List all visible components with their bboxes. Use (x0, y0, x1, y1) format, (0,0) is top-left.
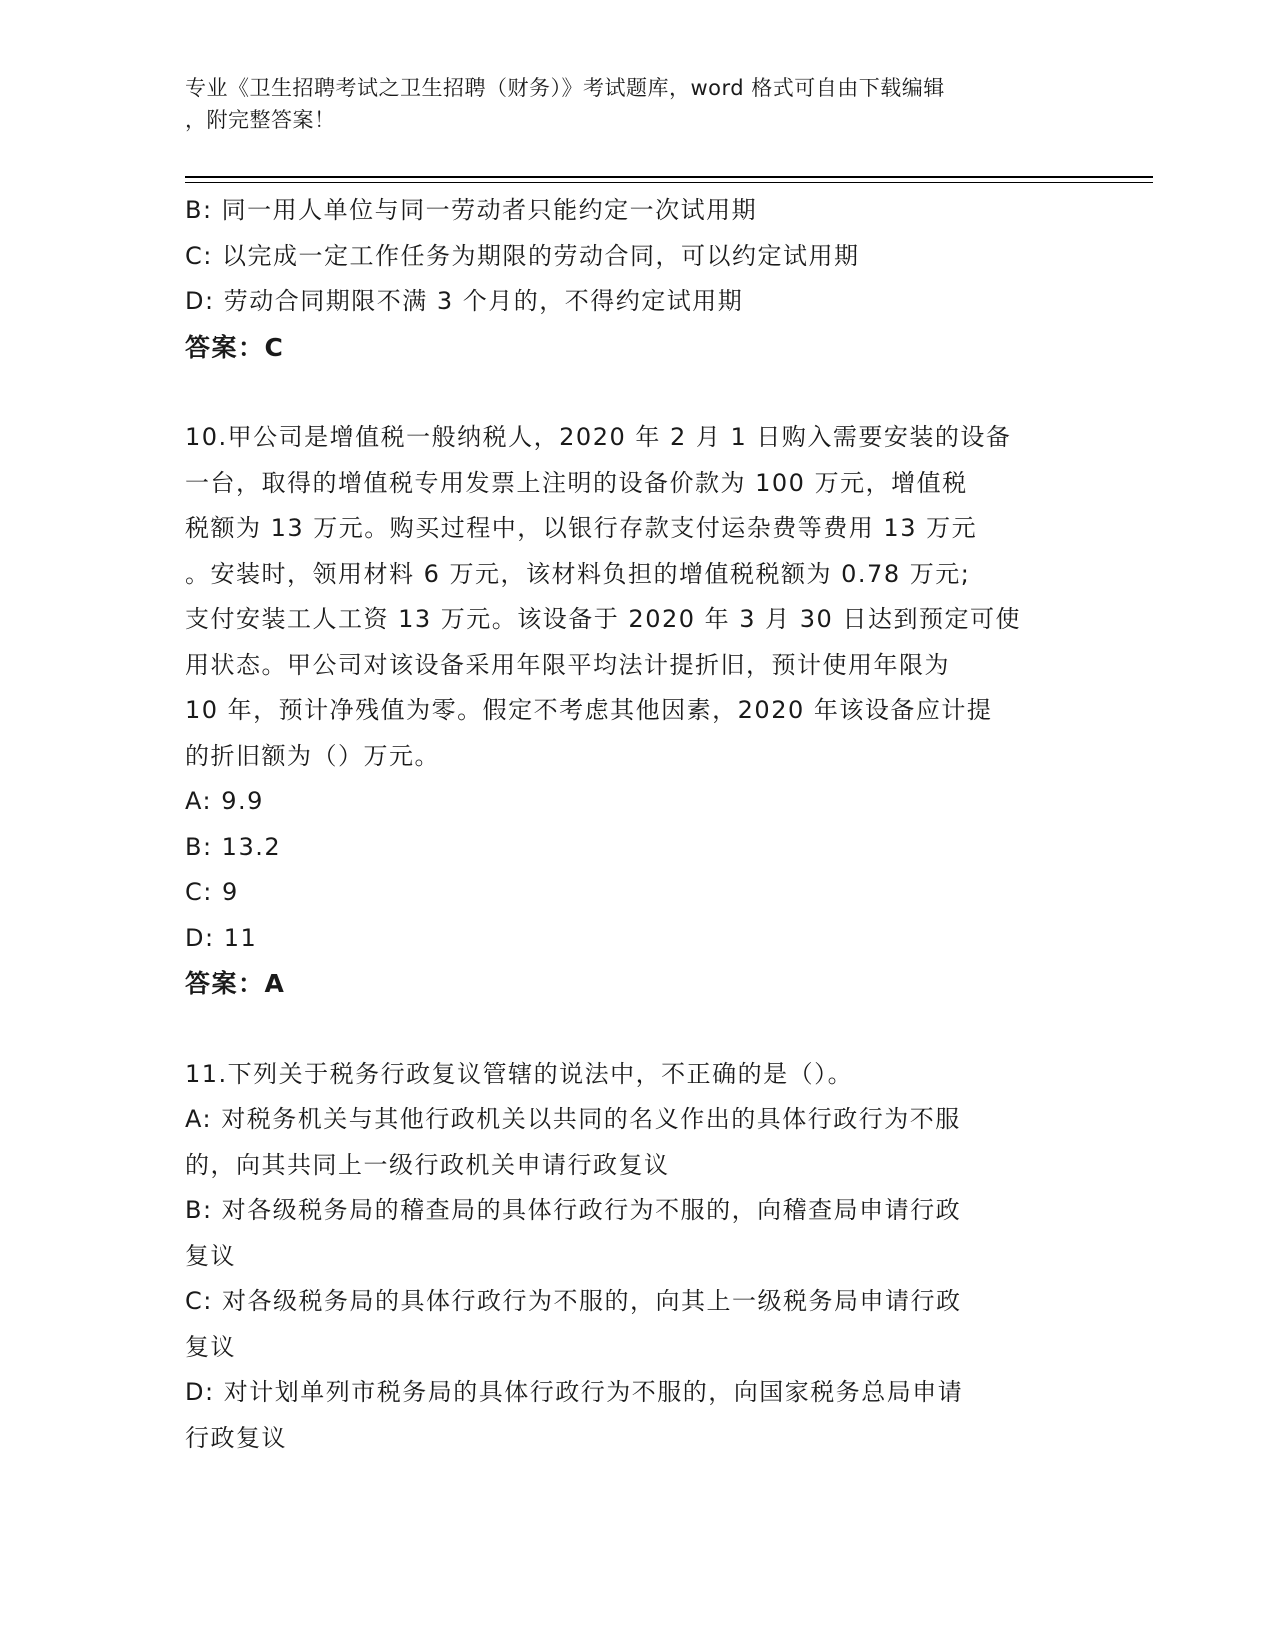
q10-stem-line: 税额为 13 万元。购买过程中，以银行存款支付运杂费等费用 13 万元 (185, 514, 978, 542)
header-divider-thick (185, 176, 1153, 178)
q10-stem-line: 。安装时，领用材料 6 万元，该材料负担的增值税税额为 0.78 万元; (185, 559, 971, 588)
q10-stem-line: 的折旧额为（）万元。 (185, 741, 440, 770)
document-body (185, 188, 1085, 1461)
q11-option-d-line: 行政复议 (185, 1423, 287, 1452)
q10-answer: 答案：A (185, 969, 286, 998)
q10-option-a: A: 9.9 (185, 787, 264, 815)
q11-option-c-line: C: 对各级税务局的具体行政行为不服的，向其上一级税务局申请行政 (185, 1287, 962, 1315)
header-line-2: ，附完整答案！ (185, 108, 336, 132)
spacer (185, 370, 1085, 415)
question-10 (185, 415, 1085, 1007)
q9-answer: 答案：C (185, 332, 285, 362)
q10-stem-line: 10.甲公司是增值税一般纳税人，2020 年 2 月 1 日购入需要安装的设备 (185, 423, 1012, 451)
q11-option-c-line: 复议 (185, 1332, 236, 1361)
q10-stem-line: 支付安装工人工资 13 万元。该设备于 2020 年 3 月 30 日达到预定可使 (185, 605, 1021, 633)
question-9 (185, 188, 1085, 370)
q10-option-b: B: 13.2 (185, 832, 282, 861)
q11-option-a-line: A: 对税务机关与其他行政机关以共同的名义作出的具体行政行为不服 (185, 1105, 961, 1133)
header-line-1: 专业《卫生招聘考试之卫生招聘（财务）》考试题库，word 格式可自由下载编辑 (185, 76, 945, 100)
question-11 (185, 1052, 1085, 1462)
q10-stem-line: 10 年，预计净残值为零。假定不考虑其他因素，2020 年该设备应计提 (185, 696, 993, 724)
q11-option-a-line: 的，向其共同上一级行政机关申请行政复议 (185, 1150, 670, 1179)
q11-option-b-line: B: 对各级税务局的稽查局的具体行政行为不服的，向稽查局申请行政 (185, 1196, 962, 1224)
q10-stem-line: 一台，取得的增值税专用发票上注明的设备价款为 100 万元，增值税 (185, 468, 968, 497)
q11-stem: 11.下列关于税务行政复议管辖的说法中，不正确的是（）。 (185, 1059, 854, 1088)
q11-option-d-line: D: 对计划单列市税务局的具体行政行为不服的，向国家税务总局申请 (185, 1378, 964, 1406)
spacer (185, 1007, 1085, 1052)
q9-option-d: D: 劳动合同期限不满 3 个月的，不得约定试用期 (185, 287, 744, 315)
q10-stem-line: 用状态。甲公司对该设备采用年限平均法计提折旧，预计使用年限为 (185, 650, 950, 679)
q10-option-d: D: 11 (185, 923, 258, 952)
q9-option-c: C: 以完成一定工作任务为期限的劳动合同，可以约定试用期 (185, 241, 860, 270)
header-divider-thin (185, 182, 1153, 183)
q10-option-c: C: 9 (185, 878, 239, 906)
q11-option-b-line: 复议 (185, 1241, 236, 1270)
page-header (185, 72, 1065, 136)
q9-option-b: B: 同一用人单位与同一劳动者只能约定一次试用期 (185, 196, 758, 224)
